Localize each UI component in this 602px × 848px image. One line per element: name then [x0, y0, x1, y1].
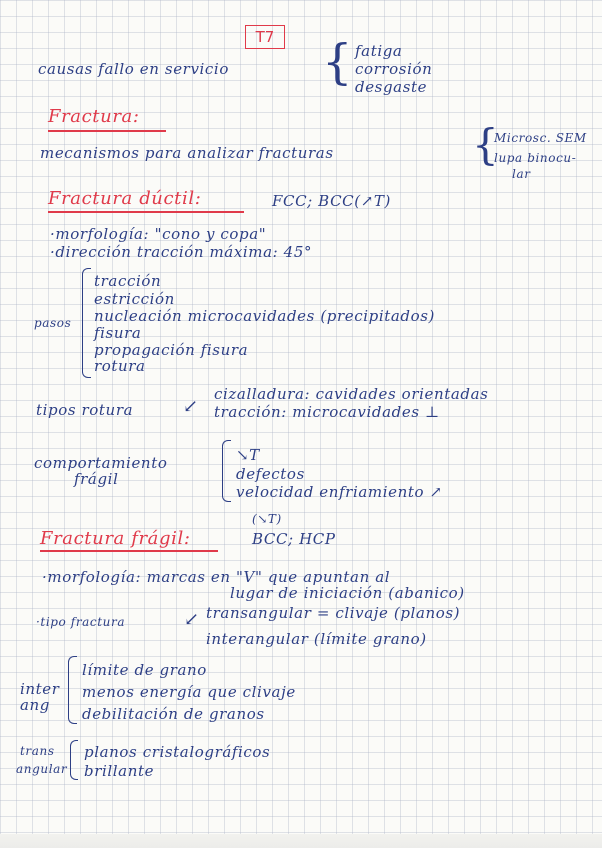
- inter-item-1: límite de grano: [82, 661, 207, 679]
- tipo-fractura-2: interangular (límite grano): [206, 630, 427, 648]
- paso-2: estricción: [94, 290, 175, 308]
- paso-3: nucleación microcavidades (precipitados): [94, 307, 435, 325]
- paso-6: rotura: [94, 357, 146, 375]
- mecanismos-item-1: Microsc. SEM: [494, 131, 587, 145]
- mecanismos-item-3: lar: [512, 167, 531, 181]
- trans-item-2: brillante: [84, 762, 155, 780]
- inter-item-2: menos energía que clivaje: [82, 683, 296, 701]
- tipos-fork: ↙: [183, 396, 199, 417]
- comportamiento-item-1: ↘T: [236, 446, 260, 464]
- tipos-label: tipos rotura: [36, 401, 134, 419]
- inter-bracket: [68, 656, 77, 724]
- causas-brace: {: [322, 34, 353, 90]
- page-edge: [0, 834, 602, 848]
- topic-title: T7: [255, 28, 275, 46]
- fragil-heading: Fractura frágil:: [40, 528, 191, 549]
- causas-item-3: desgaste: [355, 78, 428, 96]
- topic-badge: [245, 25, 285, 49]
- tipo-fractura-label: ·tipo fractura: [36, 615, 126, 629]
- ductil-direccion: ·dirección tracción máxima: 45°: [50, 243, 313, 261]
- fragil-structures: BCC; HCP: [252, 530, 336, 548]
- tipo-1: cizalladura: cavidades orientadas: [214, 385, 489, 403]
- tipo-fractura-fork: ↙: [184, 609, 200, 630]
- tipo-fractura-1: transangular = clivaje (planos): [206, 604, 461, 622]
- paso-5: propagación fisura: [94, 341, 249, 359]
- trans-item-1: planos cristalográficos: [84, 743, 271, 761]
- fractura-underline: [48, 130, 166, 132]
- fragil-morfologia: ·morfología: marcas en "V" que apuntan al: [42, 568, 391, 586]
- fragil-note: (↘T): [252, 512, 282, 526]
- comportamiento-item-2: defectos: [236, 465, 305, 483]
- trans-bracket: [70, 740, 78, 780]
- inter-label: inter: [20, 680, 60, 698]
- tipo-2: tracción: microcavidades ⊥: [214, 403, 440, 421]
- mecanismos-label: mecanismos para analizar fracturas: [40, 144, 334, 162]
- paso-1: tracción: [94, 272, 162, 290]
- trans-label: trans: [20, 744, 55, 758]
- inter-item-3: debilitación de granos: [82, 705, 265, 723]
- causas-item-2: corrosión: [355, 60, 433, 78]
- ductil-heading: Fractura dúctil:: [48, 188, 202, 209]
- comportamiento-item-3: velocidad enfriamiento ↗: [236, 483, 443, 501]
- ductil-underline: [48, 211, 244, 213]
- comportamiento-bracket: [222, 440, 231, 502]
- trans-label-2: angular: [16, 762, 68, 776]
- ductil-morfologia: ·morfología: "cono y copa": [50, 225, 267, 243]
- fractura-heading: Fractura:: [48, 106, 140, 127]
- comportamiento-label: comportamiento: [34, 454, 168, 472]
- comportamiento-label-2: frágil: [74, 470, 119, 488]
- ductil-structures: FCC; BCC(↗T): [272, 192, 391, 210]
- mecanismos-brace: {: [472, 120, 499, 169]
- fragil-underline: [40, 550, 218, 552]
- pasos-label: pasos: [34, 316, 72, 330]
- mecanismos-item-2: lupa binocu-: [494, 151, 577, 165]
- causas-label: causas fallo en servicio: [38, 60, 229, 78]
- causas-item-1: fatiga: [355, 42, 403, 60]
- paso-4: fisura: [94, 324, 142, 342]
- fragil-morfologia-2: lugar de iniciación (abanico): [230, 584, 465, 602]
- pasos-bracket: [82, 268, 91, 378]
- inter-label-2: ang: [20, 696, 51, 714]
